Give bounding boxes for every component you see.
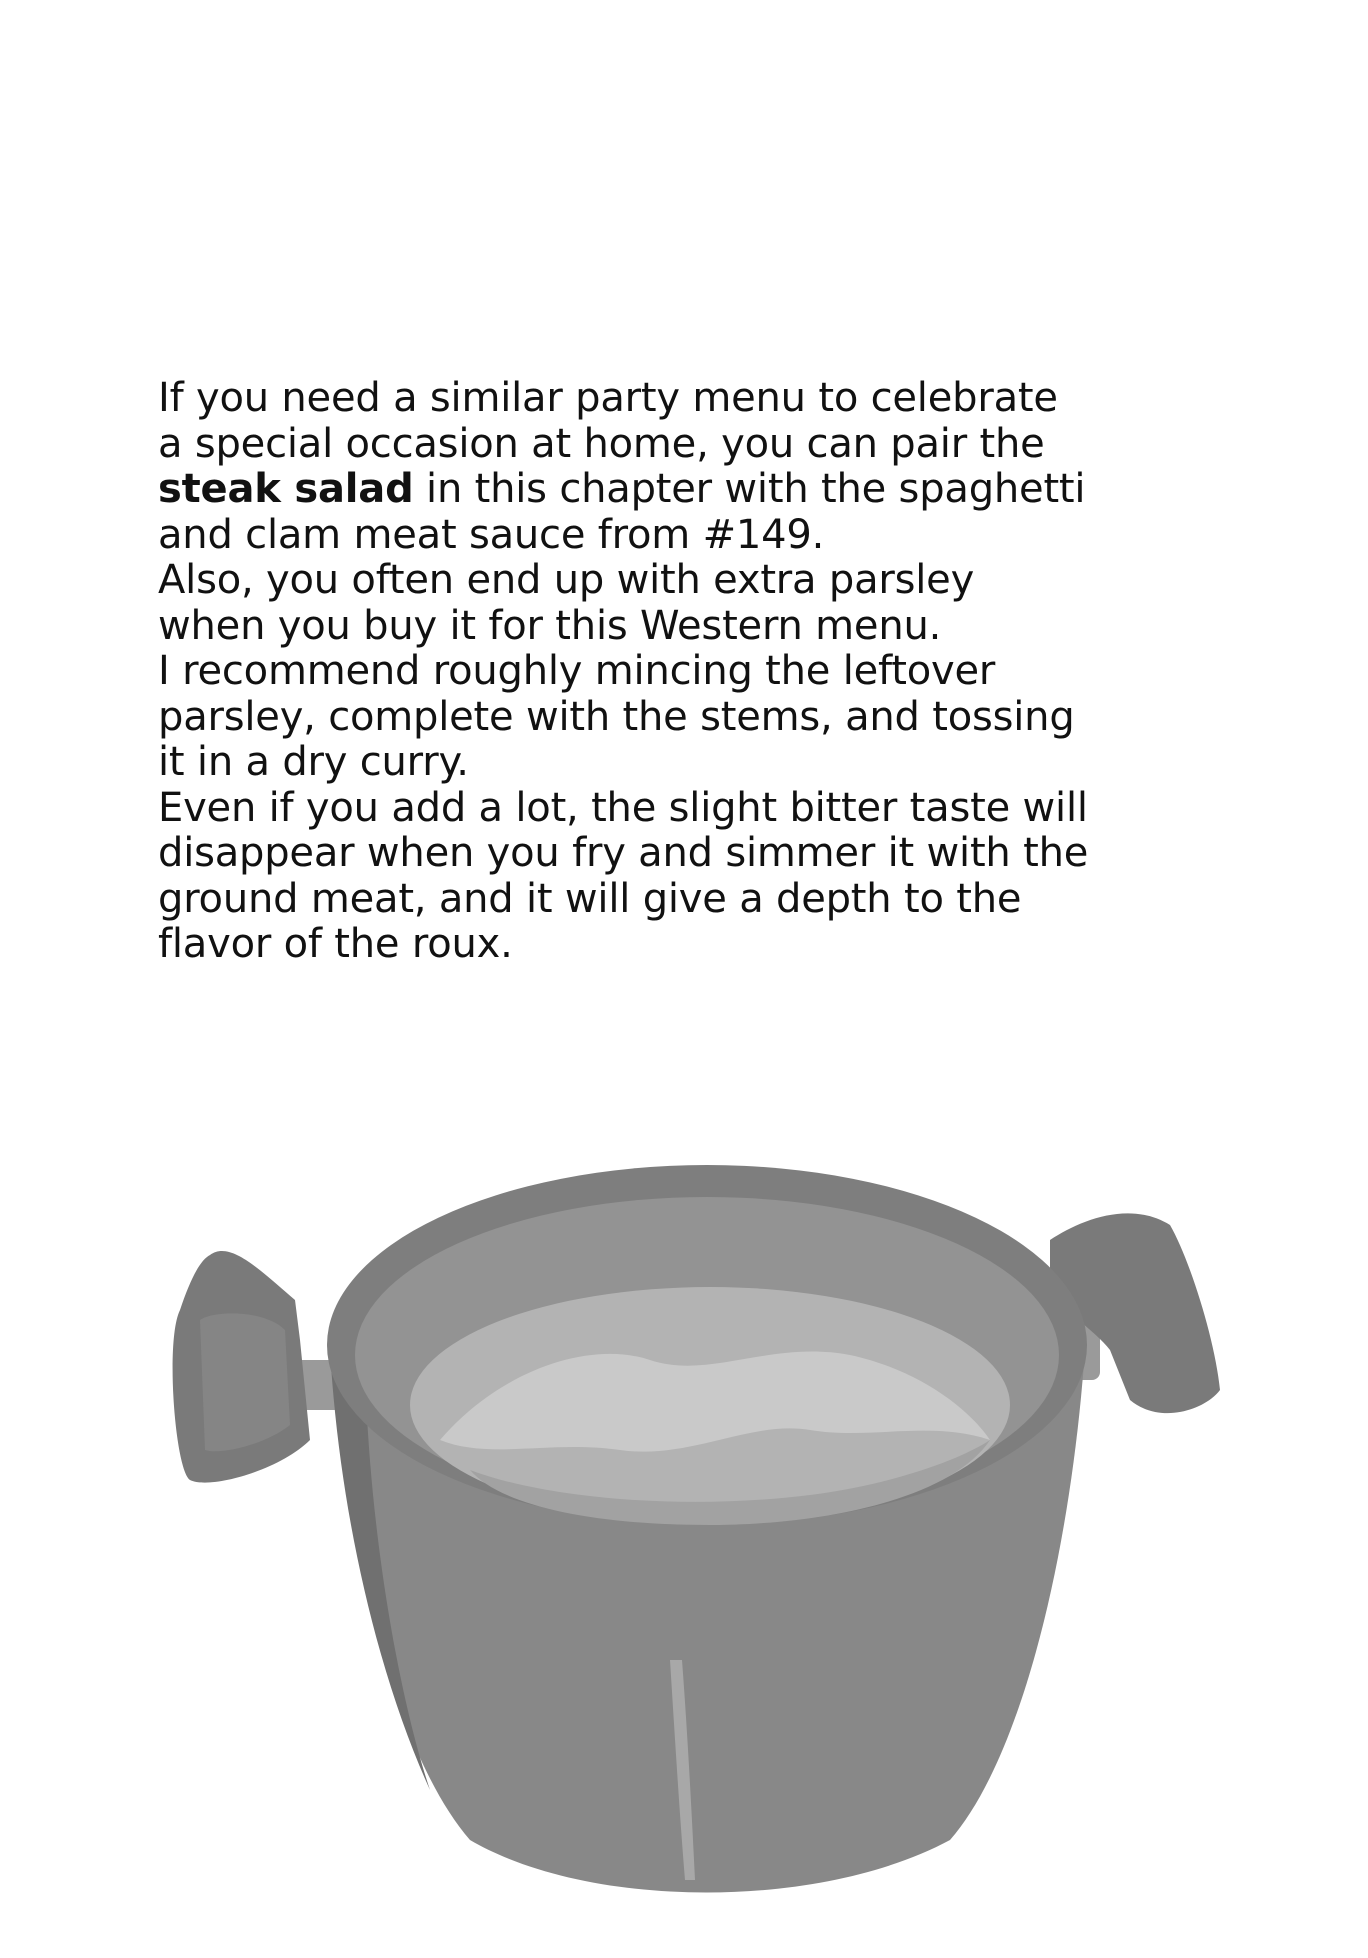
- text-line: [158, 467, 1158, 513]
- text-line: and clam meat sauce from #149.: [158, 511, 825, 558]
- text-line: disappear when you fry and simmer it with the: [158, 830, 1089, 876]
- text-line: flavor of the roux.: [158, 921, 513, 967]
- text-line: I recommend roughly mincing the leftover: [158, 648, 996, 694]
- text-line: when you buy it for this Western menu.: [158, 602, 942, 649]
- cooking-pot-icon: [170, 1140, 1240, 1900]
- text-line: it in a dry curry.: [158, 739, 469, 785]
- text-line-rest: in this chapter with the spaghetti: [413, 466, 1086, 512]
- text-line: Also, you often end up with extra parsley: [158, 557, 975, 603]
- emphasis-steak-salad: steak salad: [158, 466, 414, 512]
- left-handle-bevel: [200, 1313, 290, 1451]
- text-line: Even if you add a lot, the slight bitter taste will: [158, 784, 1088, 831]
- text-line: If you need a similar party menu to celebrate: [158, 375, 1058, 421]
- text-line: parsley, complete with the stems, and tossing: [158, 693, 1075, 740]
- body-text: [158, 376, 1158, 968]
- text-line: a special occasion at home, you can pair the: [158, 420, 1045, 467]
- text-line: ground meat, and it will give a depth to the: [158, 875, 1022, 922]
